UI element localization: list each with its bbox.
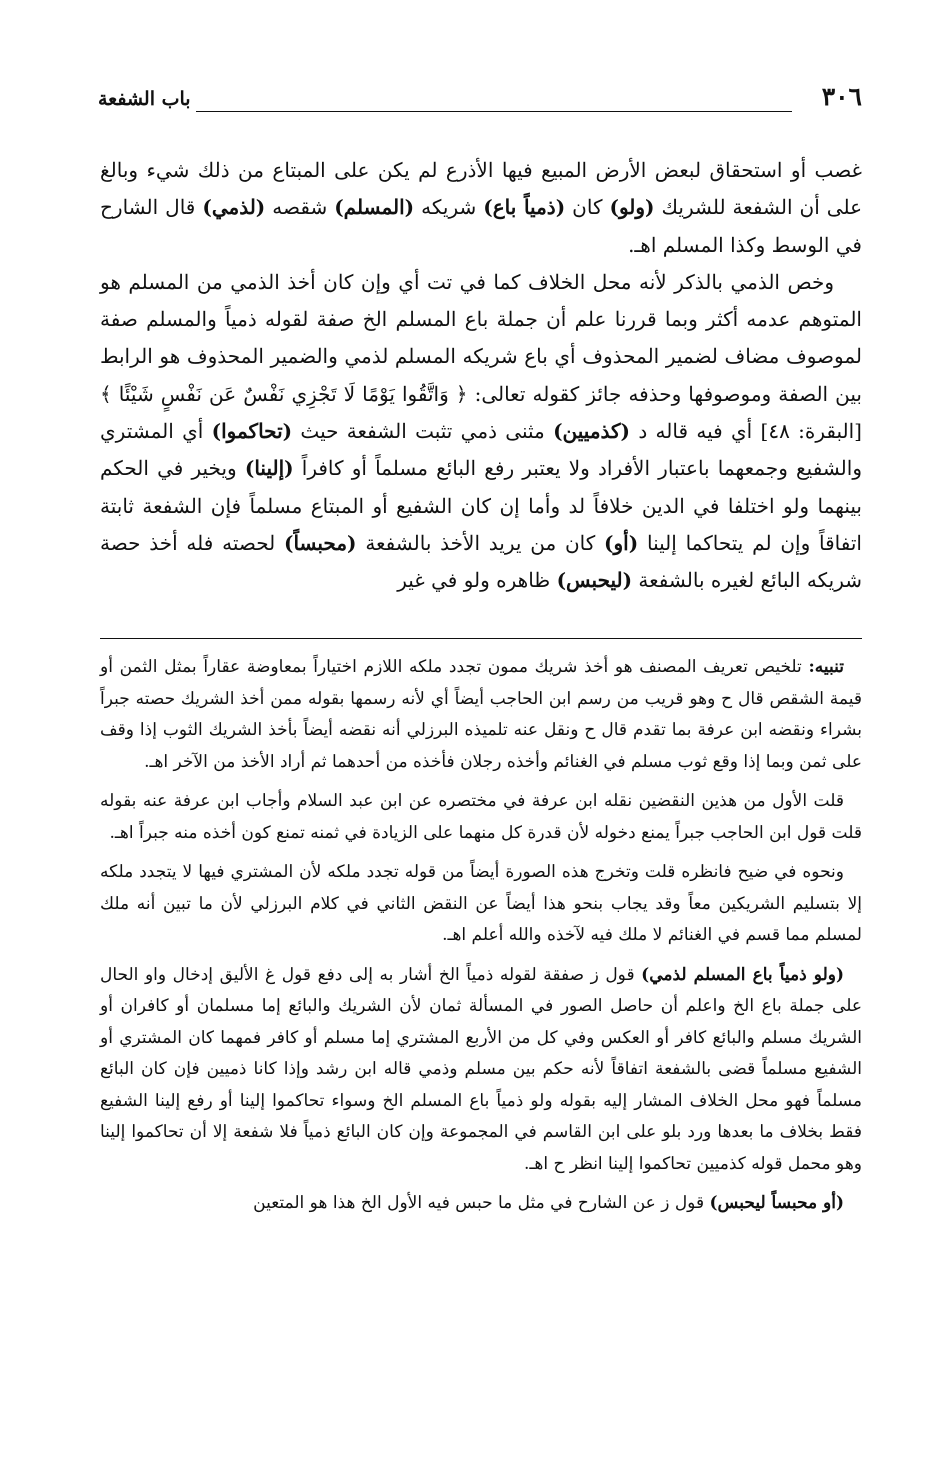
text-run: ونحوه في ضيح فانظره قلت وتخرج هذه الصورة أيضاً من قوله تجدد ملكه لأن المشتري فيها لا يتجدد ملكه إلا بتسليم الشريكين معاً وقد يجاب بنحو هذا أيضاً عن النقض الثاني في كلام البرزلي لأن ما تبين أنه ملك لمسلم مما قسم في الغنائم لا ملك فيه لآخذه والله أعلم اهـ. — [100, 862, 862, 945]
text-run: تلخيص تعريف المصنف هو أخذ شريك ممون تجدد ملكه اللازم اختياراً بمعاوضة عقاراً بمثل الثمن أو قيمة الشقص قال ح وهو قريب من رسم ابن الحاجب أيضاً أي لأنه رسمها بقوله ممن أخذ الشريك حصته جبراً بشراء ونقضه ابن عرفة بما تقدم قال ح ونقل عنه تلميذه البرزلي أنه نقضه أيضاً بأخذ الشريك الثوب إذا وقف على ثمن وبما إذا وقع ثوب مسلم في الغنائم وأخذه رجلان فأخذه من أحدهما ثم أراد الأخذ من الآخر اهـ. — [100, 657, 862, 772]
text-run: قول ز عن الشارح في مثل ما حبس فيه الأول الخ هذا هو المتعين — [253, 1193, 710, 1213]
text-run: كان — [565, 195, 610, 220]
text-run: أي المشتري والشفيع وجمعهما باعتبار الأفراد ولا يعتبر رفع البائع مسلماً أو كافراً — [100, 419, 862, 481]
bold-term: (محبساً) — [284, 530, 357, 555]
footnote-separator — [100, 638, 862, 639]
text-run: مثنى ذمي تثبت الشفعة حيث — [292, 419, 554, 444]
text-run: كان من يريد الأخذ بالشفعة — [356, 530, 605, 555]
text-run: ظاهره ولو في غير — [397, 568, 557, 593]
bold-term: (تحاكموا) — [211, 419, 293, 444]
bold-term: (المسلم) — [334, 195, 415, 220]
text-run: وخص الذمي بالذكر لأنه محل الخلاف كما في تت أي وإن كان أخذ الذمي من المسلم هو المتوهم عدمه أكثر وبما قررنا علم أن جملة باع المسلم الخ صفة لقوله ذمياً والمسلم صفة لموصوف مضاف لضمير المحذوف أي باع شريكه المسلم لذمي والضمير المحذوف هو الرابط بين الصفة وموصوفها وحذفه جائز كقوله تعالى: ﴿ وَاتَّقُوا يَوْمًا لَا تَجْزِي نَفْسٌ عَن نَفْسٍ شَيْئًا ﴾ [البقرة: ٤٨] أي فيه قاله د — [100, 269, 862, 444]
note-paragraph — [100, 786, 862, 849]
page-number: ٣٠٦ — [821, 82, 862, 111]
bold-term: (ولو) — [609, 195, 655, 220]
note-paragraph — [100, 960, 862, 1181]
bold-term: (أو محبساً ليحبس) — [709, 1193, 844, 1213]
text-run: قال الشارح في الوسط وكذا المسلم اهـ. — [100, 195, 862, 257]
bold-term: (ولو ذمياً باع المسلم لذمي) — [641, 964, 844, 985]
bold-term: (كذميين) — [553, 419, 631, 444]
main-paragraph — [100, 152, 862, 264]
bold-term: (إلينا) — [244, 456, 294, 481]
note-paragraph — [100, 652, 862, 778]
text-run: شقصه — [265, 195, 335, 220]
note-paragraph — [100, 1188, 862, 1220]
text-run: قول ز صفقة لقوله ذمياً الخ أشار به إلى دفع قول غ الأليق إدخال واو الحال على جملة باع الخ واعلم أن حاصل الصور في المسألة ثمان لأن الشريك والبائع إما مسلمان أو كافران أو الشريك مسلم والبائع كافر أو العكس وفي كل من الأربع المشتري إما مسلم أو كافر فمهما كان المشتري أو الشفيع مسلماً قضى بالشفعة اتفاقاً لأنه حكم بين مسلم وذمي قاله ابن رشد وإذا كانا ذميين فإن كان البائع مسلماً فهو محل الخلاف المشار إليه بقوله ولو ذمياً باع المسلم الخ وسواء تحاكموا إلينا أو رفع إلينا الشفيع فقط بخلاف ما بعدها ورد بلو على ابن القاسم في المجموعة وإن كان البائع ذمياً فلا شفعة إلا أن تحاكموا إلينا وهو محمل قوله كذميين تحاكموا إلينا انظر ح اهـ. — [100, 964, 862, 1174]
chapter-title: باب الشفعة — [98, 88, 191, 110]
text-run: ويخير في الحكم بينهما ولو اختلفا في الدين خلافاً لد وأما إن كان الشفيع أو المبتاع مسلماً فإن الشفعة ثابتة اتفاقاً وإن لم يتحاكما إلينا — [100, 456, 862, 555]
main-paragraph — [100, 264, 862, 600]
bold-term: (لذمي) — [202, 195, 266, 220]
text-run: شريكه — [414, 195, 484, 220]
note-paragraph — [100, 857, 862, 952]
text-run: قلت الأول من هذين النقضين نقله ابن عرفة في مختصره عن ابن عبد السلام وأجاب ابن عرفة عنه بقوله قلت قول ابن الحاجب جبراً يمنع دخوله لأن قدرة كل منهما على الزيادة في ثمنه تمنع كون أخذه منه جبراً اهـ. — [100, 791, 862, 843]
bold-term: (ذمياً باع) — [483, 195, 566, 220]
text-run: غصب أو استحقاق لبعض الأرض المبيع فيها الأذرع لم يكن على المبتاع من ذلك شيء وبالغ على أن الشفعة للشريك — [100, 158, 862, 220]
running-header — [98, 78, 862, 118]
text-run: لحصته فله أخذ حصة شريكه البائع لغيره بالشفعة — [100, 530, 862, 593]
main-text — [100, 152, 862, 600]
bold-term: (ليحبس) — [556, 568, 633, 593]
bold-term: تنبيه: — [808, 657, 844, 677]
header-rule — [196, 111, 792, 112]
bold-term: (أو) — [604, 530, 639, 555]
commentary-notes — [100, 652, 862, 1228]
